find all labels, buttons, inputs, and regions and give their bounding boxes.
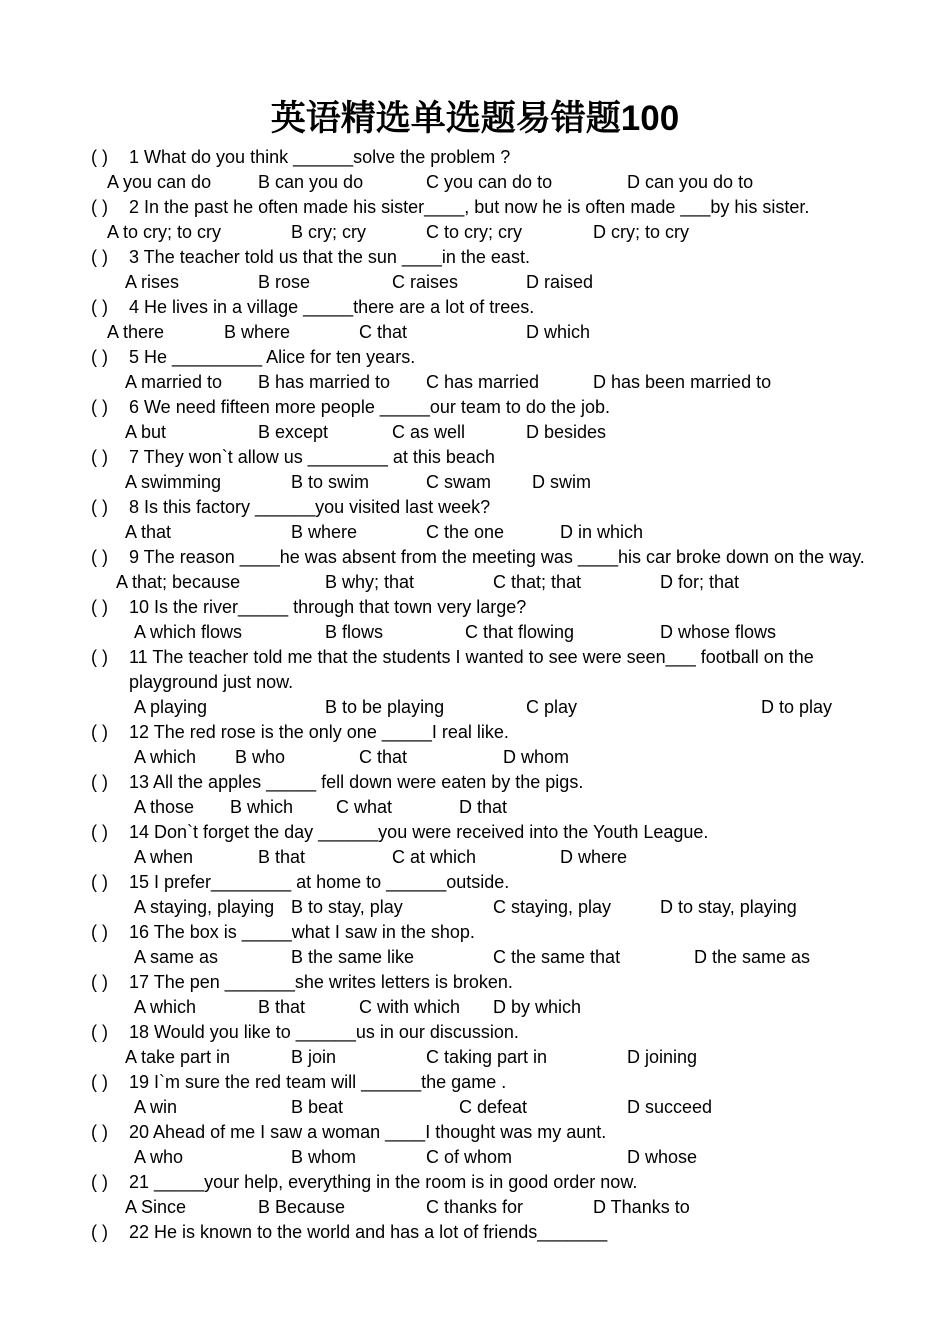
question-text: 2 In the past he often made his sister____, but now he is often made ___by his sister.	[129, 197, 810, 217]
option-b: B where	[224, 322, 291, 342]
option-d: D raised	[526, 272, 594, 292]
question-item	[91, 1170, 871, 1220]
answer-blank: ( )	[91, 822, 108, 842]
option-a: A swimming	[125, 472, 222, 492]
question-item	[91, 920, 871, 970]
option-row	[91, 170, 871, 195]
question-stem	[91, 920, 871, 945]
option-b: B where	[291, 522, 358, 542]
question-item	[91, 495, 871, 545]
answer-blank: ( )	[91, 1122, 108, 1142]
answer-blank: ( )	[91, 447, 108, 467]
option-d: D joining	[627, 1047, 698, 1067]
option-c: C with which	[359, 997, 461, 1017]
option-d: D that	[459, 797, 508, 817]
option-a: A which flows	[134, 622, 243, 642]
question-item	[91, 1020, 871, 1070]
option-b: B to stay, play	[291, 897, 403, 917]
question-text: 21 _____your help, everything in the room is in good order now.	[129, 1172, 638, 1192]
question-stem	[91, 1070, 871, 1095]
option-a: A win	[134, 1097, 178, 1117]
option-row	[91, 1145, 871, 1170]
question-item	[91, 1070, 871, 1120]
question-item	[91, 595, 871, 645]
option-d: D whose flows	[660, 622, 777, 642]
question-item	[91, 820, 871, 870]
option-d: D to play	[761, 697, 833, 717]
option-b: B the same like	[291, 947, 415, 967]
option-c: C that flowing	[465, 622, 575, 642]
question-text: 16 The box is _____what I saw in the shop.	[129, 922, 475, 942]
question-item	[91, 445, 871, 495]
answer-blank: ( )	[91, 197, 108, 217]
question-stem	[91, 1120, 871, 1145]
answer-blank: ( )	[91, 922, 108, 942]
option-row	[91, 570, 871, 595]
option-b: B beat	[291, 1097, 344, 1117]
option-b: B except	[258, 422, 329, 442]
option-d: D whom	[503, 747, 570, 767]
question-stem	[91, 970, 871, 995]
question-stem	[91, 820, 871, 845]
question-item	[91, 870, 871, 920]
option-d: D besides	[526, 422, 607, 442]
question-stem	[91, 1170, 871, 1195]
question-text: 3 The teacher told us that the sun ____in the east.	[129, 247, 530, 267]
answer-blank: ( )	[91, 597, 108, 617]
question-text: 6 We need fifteen more people _____our team to do the job.	[129, 397, 610, 417]
option-a: A when	[134, 847, 194, 867]
option-c: C play	[526, 697, 578, 717]
question-text: 13 All the apples _____ fell down were eaten by the pigs.	[129, 772, 584, 792]
option-b: B why; that	[325, 572, 415, 592]
question-text: 12 The red rose is the only one _____I real like.	[129, 722, 509, 742]
question-stem	[91, 545, 871, 570]
option-d: D has been married to	[593, 372, 772, 392]
option-b: B can you do	[258, 172, 364, 192]
question-item	[91, 295, 871, 345]
option-b: B Because	[258, 1197, 346, 1217]
option-row	[91, 520, 871, 545]
option-b: B to swim	[291, 472, 370, 492]
option-d: D which	[526, 322, 591, 342]
question-stem	[91, 645, 871, 695]
question-stem	[91, 445, 871, 470]
option-row	[91, 1045, 871, 1070]
option-d: D to stay, playing	[660, 897, 797, 917]
option-row	[91, 320, 871, 345]
question-item	[91, 395, 871, 445]
question-text: 1 What do you think ______solve the problem ?	[129, 147, 511, 167]
option-a: A who	[134, 1147, 184, 1167]
option-d: D whose	[627, 1147, 698, 1167]
answer-blank: ( )	[91, 972, 108, 992]
option-c: C raises	[392, 272, 459, 292]
option-c: C you can do to	[426, 172, 553, 192]
option-d: D for; that	[660, 572, 740, 592]
question-stem	[91, 195, 871, 220]
question-list	[91, 145, 871, 1245]
option-row	[91, 420, 871, 445]
option-a: A married to	[125, 372, 223, 392]
option-b: B who	[235, 747, 286, 767]
option-b: B that	[258, 847, 306, 867]
option-c: C as well	[392, 422, 466, 442]
question-item	[91, 545, 871, 595]
option-c: C has married	[426, 372, 540, 392]
answer-blank: ( )	[91, 1072, 108, 1092]
option-a: A same as	[134, 947, 219, 967]
option-a: A playing	[134, 697, 208, 717]
option-a: A rises	[125, 272, 180, 292]
option-a: A Since	[125, 1197, 187, 1217]
option-c: C that	[359, 747, 408, 767]
answer-blank: ( )	[91, 247, 108, 267]
option-row	[91, 895, 871, 920]
option-row	[91, 370, 871, 395]
option-c: C at which	[392, 847, 477, 867]
option-b: B which	[230, 797, 294, 817]
question-item	[91, 770, 871, 820]
question-text: 5 He _________ Alice for ten years.	[129, 347, 416, 367]
question-text: 18 Would you like to ______us in our discussion.	[129, 1022, 519, 1042]
question-stem	[91, 870, 871, 895]
option-row	[91, 945, 871, 970]
question-text: 14 Don`t forget the day ______you were received into the Youth League.	[129, 822, 709, 842]
option-c: C swam	[426, 472, 492, 492]
answer-blank: ( )	[91, 1172, 108, 1192]
option-b: B to be playing	[325, 697, 445, 717]
option-row	[91, 845, 871, 870]
question-text: 4 He lives in a village _____there are a lot of trees.	[129, 297, 535, 317]
answer-blank: ( )	[91, 547, 108, 567]
option-c: C that	[359, 322, 408, 342]
option-d: D swim	[532, 472, 591, 492]
question-item	[91, 645, 871, 720]
option-row	[91, 470, 871, 495]
question-stem	[91, 395, 871, 420]
option-c: C to cry; cry	[426, 222, 523, 242]
question-text: 15 I prefer________ at home to ______outside.	[129, 872, 510, 892]
option-row	[91, 220, 871, 245]
option-a: A to cry; to cry	[107, 222, 222, 242]
option-b: B flows	[325, 622, 384, 642]
question-item	[91, 970, 871, 1020]
option-a: A that	[125, 522, 172, 542]
option-row	[91, 1095, 871, 1120]
question-stem	[91, 595, 871, 620]
option-row	[91, 620, 871, 645]
option-c: C the same that	[493, 947, 621, 967]
option-row	[91, 695, 871, 720]
option-c: C the one	[426, 522, 505, 542]
option-b: B rose	[258, 272, 311, 292]
option-b: B has married to	[258, 372, 391, 392]
option-a: A which	[134, 997, 197, 1017]
option-d: D cry; to cry	[593, 222, 690, 242]
option-d: D can you do to	[627, 172, 754, 192]
option-b: B join	[291, 1047, 337, 1067]
question-text: 22 He is known to the world and has a lot of friends_______	[129, 1222, 608, 1242]
option-row	[91, 270, 871, 295]
answer-blank: ( )	[91, 297, 108, 317]
question-stem	[91, 720, 871, 745]
option-b: B whom	[291, 1147, 357, 1167]
option-a: A there	[107, 322, 165, 342]
question-stem	[91, 495, 871, 520]
question-text: 9 The reason ____he was absent from the meeting was ____his car broke down on the way.	[129, 547, 865, 567]
question-item	[91, 145, 871, 195]
option-row	[91, 995, 871, 1020]
question-text: 11 The teacher told me that the students I wanted to see were seen___ football on the playground just now.	[129, 647, 814, 692]
answer-blank: ( )	[91, 772, 108, 792]
option-a: A those	[134, 797, 195, 817]
question-item	[91, 1220, 871, 1245]
option-c: C thanks for	[426, 1197, 524, 1217]
question-stem	[91, 295, 871, 320]
question-text: 19 I`m sure the red team will ______the game .	[129, 1072, 507, 1092]
question-text: 10 Is the river_____ through that town very large?	[129, 597, 527, 617]
option-a: A that; because	[116, 572, 241, 592]
question-stem	[91, 145, 871, 170]
page-title: 英语精选单选题易错题100	[270, 99, 680, 138]
answer-blank: ( )	[91, 647, 108, 667]
option-row	[91, 795, 871, 820]
option-a: A staying, playing	[134, 897, 275, 917]
question-item	[91, 345, 871, 395]
option-c: C that; that	[493, 572, 582, 592]
question-text: 8 Is this factory ______you visited last week?	[129, 497, 491, 517]
option-d: D where	[560, 847, 628, 867]
option-c: C staying, play	[493, 897, 612, 917]
question-stem	[91, 1020, 871, 1045]
option-c: C taking part in	[426, 1047, 548, 1067]
answer-blank: ( )	[91, 1022, 108, 1042]
option-a: A you can do	[107, 172, 212, 192]
option-d: D the same as	[694, 947, 811, 967]
answer-blank: ( )	[91, 497, 108, 517]
answer-blank: ( )	[91, 722, 108, 742]
option-b: B that	[258, 997, 306, 1017]
answer-blank: ( )	[91, 347, 108, 367]
question-stem	[91, 770, 871, 795]
question-text: 20 Ahead of me I saw a woman ____I thought was my aunt.	[129, 1122, 607, 1142]
option-a: A take part in	[125, 1047, 231, 1067]
option-d: D by which	[493, 997, 582, 1017]
option-c: C defeat	[459, 1097, 528, 1117]
question-item	[91, 245, 871, 295]
option-c: C of whom	[426, 1147, 513, 1167]
option-d: D succeed	[627, 1097, 713, 1117]
question-stem	[91, 1220, 871, 1245]
answer-blank: ( )	[91, 1222, 108, 1242]
option-a: A which	[134, 747, 197, 767]
question-text: 7 They won`t allow us ________ at this beach	[129, 447, 495, 467]
question-text: 17 The pen _______she writes letters is broken.	[129, 972, 513, 992]
question-stem	[91, 345, 871, 370]
option-b: B cry; cry	[291, 222, 366, 242]
option-d: D in which	[560, 522, 644, 542]
answer-blank: ( )	[91, 147, 108, 167]
option-d: D Thanks to	[593, 1197, 690, 1217]
question-item	[91, 720, 871, 770]
question-item	[91, 1120, 871, 1170]
answer-blank: ( )	[91, 872, 108, 892]
question-item	[91, 195, 871, 245]
option-row	[91, 745, 871, 770]
question-stem	[91, 245, 871, 270]
answer-blank: ( )	[91, 397, 108, 417]
option-row	[91, 1195, 871, 1220]
option-c: C what	[336, 797, 393, 817]
option-a: A but	[125, 422, 167, 442]
